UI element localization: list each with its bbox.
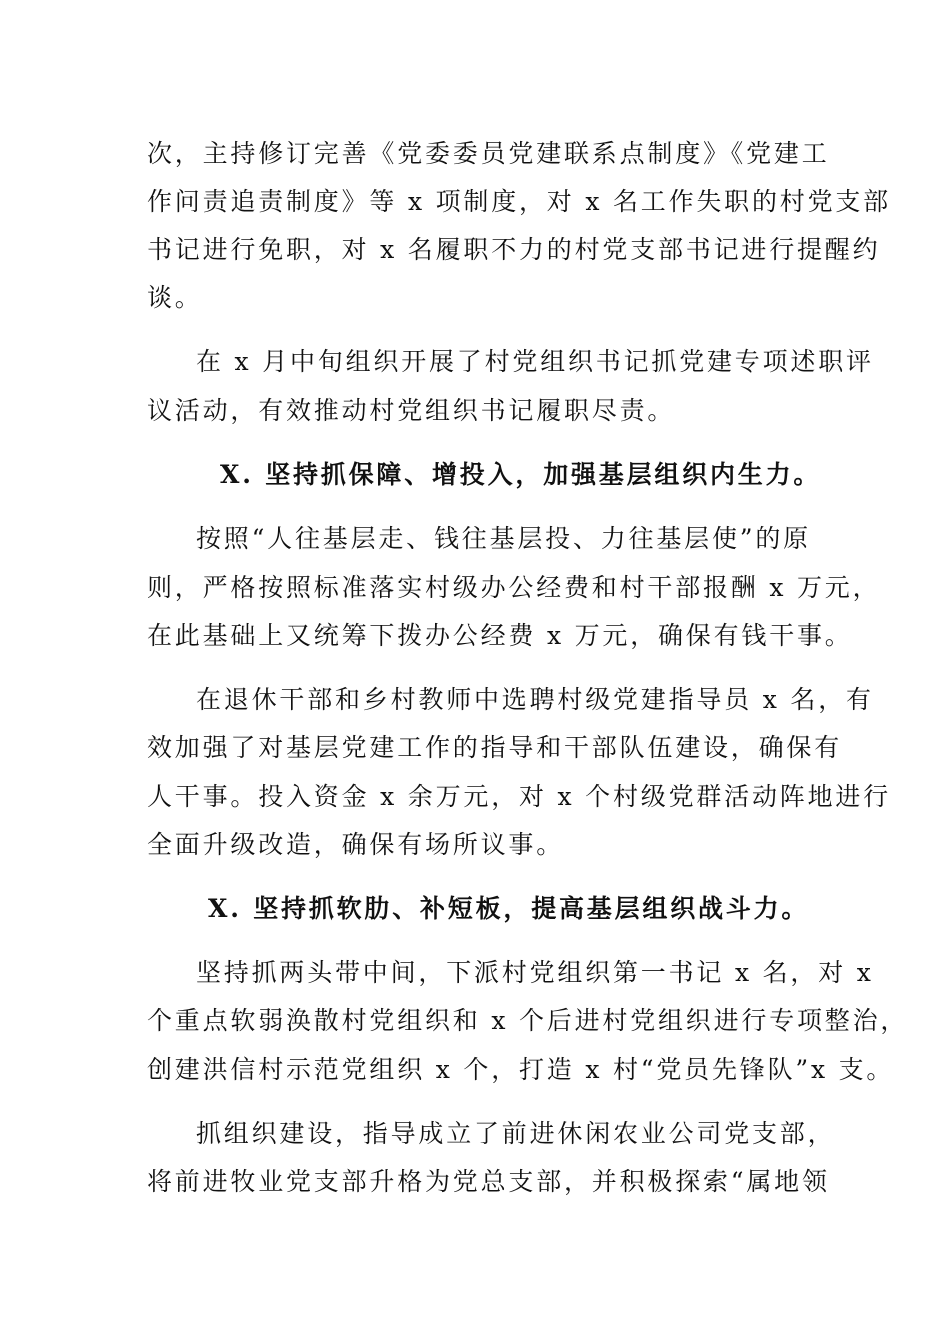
text-line: 在退休干部和乡村教师中选聘村级党建指导员 x 名，有 [196,685,874,714]
text-line: 坚持抓两头带中间，下派村党组织第一书记 x 名，对 x [196,958,874,987]
text-line: 将前进牧业党支部升格为党总支部，并积极探索“属地领 [147,1167,830,1196]
text-line: 效加强了对基层党建工作的指导和干部队伍建设，确保有 [147,733,843,762]
text-line: 创建洪信村示范党组织 x 个，打造 x 村“党员先锋队”x 支。 [147,1055,895,1084]
section-heading: X. 坚持抓保障、增投入，加强基层组织内生力。 [220,460,822,489]
text-line: 抓组织建设，指导成立了前进休闲农业公司党支部， [196,1119,836,1148]
text-line: 次，主持修订完善《党委委员党建联系点制度》《党建工 [147,139,830,168]
text-line: 则，严格按照标准落实村级办公经费和村干部报酬 x 万元， [147,573,881,602]
text-line: 谈。 [147,283,203,312]
text-line: 书记进行免职，对 x 名履职不力的村党支部书记进行提醒约 [147,235,881,264]
text-line: 全面升级改造，确保有场所议事。 [147,830,565,859]
text-line: 按照“人往基层走、钱往基层投、力往基层使”的原 [196,524,811,553]
text-line: 个重点软弱涣散村党组织和 x 个后进村党组织进行专项整治， [147,1006,909,1035]
section-heading: X. 坚持抓软肋、补短板，提高基层组织战斗力。 [208,894,810,923]
text-line: 在此基础上又统筹下拨办公经费 x 万元，确保有钱干事。 [147,621,853,650]
text-line: 议活动，有效推动村党组织书记履职尽责。 [147,396,676,425]
text-line: 作问责追责制度》等 x 项制度，对 x 名工作失职的村党支部 [147,187,891,216]
text-line: 人干事。投入资金 x 余万元，对 x 个村级党群活动阵地进行 [147,782,891,811]
text-line: 在 x 月中旬组织开展了村党组织书记抓党建专项述职评 [196,347,874,376]
